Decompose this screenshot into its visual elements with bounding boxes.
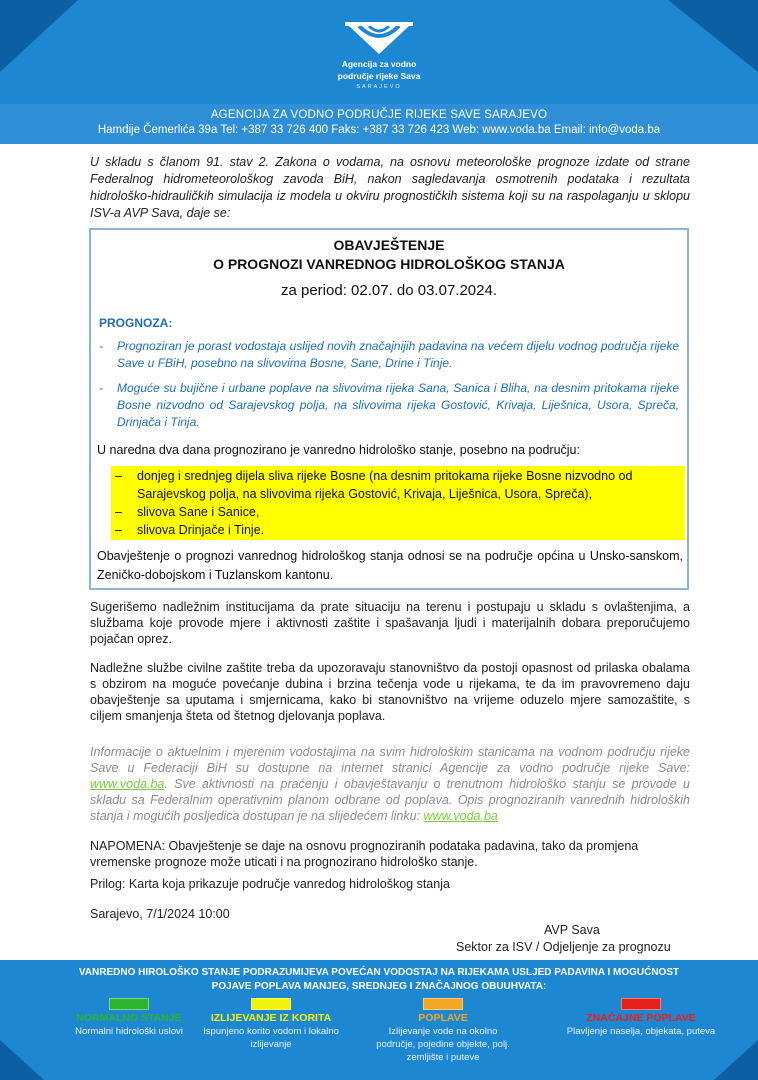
legend-description: Normalni hidrološki uslovi [75,1026,183,1037]
website-link[interactable]: www.voda.ba [90,777,165,791]
legend-item-major-floods [566,998,716,1038]
info-text: . Sve aktivnosti na praćenju i obavještavanju o trenutnom hidrološko stanju se provode u skladu sa Federalnim operativnim planom odbrane od poplava. Opis prognoziranih vanrednih hidroloških stanja i mogućih posljedica dostupan je na slijedećem linku: [90,777,690,823]
legend-swatch [621,998,661,1010]
notice-title-line2: O PROGNOZI VANREDNOG HIDROLOŠKOG STANJA [213,256,565,272]
bullet-dash: - [99,381,103,395]
area-item-text: donjeg i srednjeg dijela sliva rijeke Bosne (na desnim pritokama rijeke Bosne nizvodno od Sarajevskog polja, na slivovima rijeka Gostović, Krivaja, Liješnica, Usora, Spreča), [137,469,633,501]
forecast-bullet-text: Moguće su bujične i urbane poplave na slivovima rijeka Sana, Sanica i Bliha, na desnim pritokama rijeke Bosne nizvodno od Sarajevskog polja, na slivovima rijeka Gostović, Krivaja, Liješnica, Usora, Spreča, Drinjača i Tinja. [117,381,679,429]
scope-text [97,547,683,585]
signature-organization: AVP Sava [544,923,600,937]
intro-paragraph: U skladu s članom 91. stav 2. Zakona o vodama, na osnovu meteorološke prognoze izdate od strane Federalnog hidrometeorološkog zavoda BiH, nakon sagledavanja osmotrenih podataka i rezultata hidrološko-hidrauličkih simulacija iz modela u okviru prognostičkih sistema koji su na raspolaganju u sklopu ISV-a AVP Sava, daje se: [90,155,690,220]
area-item-text: slivova Sane i Sanice, [137,505,260,519]
forecast-bullet-text: Prognoziran je porast vodostaja uslijed novih značajnijih padavina na većem dijelu vodnog područja rijeke Save u FBiH, posebno na slivovima Bosne, Sane, Drine i Tinje. [117,339,679,370]
legend-item-floods [368,998,518,1064]
legend-swatch [423,998,463,1010]
area-dash: – [115,469,122,483]
highlighted-areas [111,466,685,540]
footer-corner-decoration [714,1040,758,1080]
bullet-dash: - [99,339,103,353]
page-header [0,0,758,104]
agency-name-line1: Agencija za vodno [341,59,417,69]
area-item [115,521,681,539]
agency-logo-icon [345,20,413,56]
agency-name [0,58,758,82]
legend-item-overflow [196,998,346,1051]
agency-contact: Hamdije Čemerlića 39a Tel: +387 33 726 400 Faks: +387 33 726 423 Web: www.voda.ba Email: info@voda.ba [97,124,661,136]
legend-description: Plavljenje naselja, objekata, puteva [566,1026,716,1037]
area-item [115,503,681,521]
agency-title: AGENCIJA ZA VODNO PODRUČJE RIJEKE SAVE SARAJEVO [210,109,548,121]
website-link[interactable]: www.voda.ba [423,809,498,823]
info-text: Informacije o aktuelnim i mjerenim vodostajima na svim hidrološkim stanicama na vodnom području rijeke Save u Federaciji BiH su dostupne na internet stranici Agencije za vodno područje rijeke Save: [90,745,690,775]
footer-corner-decoration [0,1040,44,1080]
notice-title-line1: OBAVJEŠTENJE [333,237,445,253]
forecast-label: PROGNOZA: [99,316,173,330]
area-item [115,467,681,503]
legend-item-normal [54,998,204,1038]
legend-label: ZNAČAJNE POPLAVE [586,1012,696,1024]
legend-label: NORMALNO STANJE [76,1012,182,1024]
agency-name-line2: područje rijeke Sava [337,71,421,81]
next-days-text: U naredna dva dana prognozirano je vanredno hidrološko stanje, posebno na području: [97,443,580,457]
legend-label: POPLAVE [418,1012,468,1024]
attachment-note: Prilog: Karta koja prikazuje područje vanredog hidrološkog stanja [90,877,450,891]
contact-bar [0,104,758,144]
agency-city: SARAJEVO [356,84,402,90]
issue-date: Sarajevo, 7/1/2024 10:00 [90,907,230,921]
legend-title: VANREDNO HIROLOŠKO STANJE PODRAZUMIJEVA POVEĆAN VODOSTAJ NA RIJEKAMA USLJED PADAVINA I MOGUĆNOST POJAVE POPLAVA MANJEG, SREDNJEG I ZNAČAJNOG OBUUHVATA: [78,967,680,992]
area-dash: – [115,505,122,519]
legend-description: Izlijevanje vode na okolno područje, pojedine objekte, polj. zemljište i puteve [376,1026,510,1063]
area-item-text: slivova Drinjače i Tinje. [137,523,265,537]
notice-box [89,228,689,590]
info-paragraph [90,744,690,824]
scope-text-regular: Obavještenje o prognozi vanrednog hidrološkog stanja odnosi se na područje općina [97,549,579,563]
signature-department: Sektor za ISV / Odjeljenje za prognozu [456,940,671,954]
scope-text-cantons: u Unsko-sanskom, Zeničko-dobojskom i Tuzlanskom kantonu. [97,549,684,582]
legend-description: Ispunjeno korito vodom i lokalno izlijevanje [203,1026,339,1050]
notice-period: za period: 02.07. do 03.07.2024. [280,282,497,299]
legend-label: IZLIJEVANJE IZ KORITA [210,1012,332,1024]
civil-protection-paragraph: Nadležne službe civilne zaštite treba da upozoravaju stanovništvo da postoji opasnost od prilaska obalama s obzirom na moguće povećanje dubina i brzina tečenja vode u rijekama, te da im pravovremeno daju obavještenje sa uputama i smjernicama, kako bi stanovništvo na vrijeme oduzelo mjere samozaštite, s ciljem smanjenja šteta od štetnog djelovanja poplava. [90,661,690,723]
area-dash: – [115,523,122,537]
legend-footer [0,960,758,1080]
legend-swatch [251,998,291,1010]
legend-swatch [109,998,149,1010]
forecast-bullet [99,380,679,431]
forecast-bullet [99,338,679,372]
recommendation-paragraph: Sugerišemo nadležnim institucijama da prate situaciju na terenu i postupaju u skladu s ovlaštenjima, a službama koje provode mjere i aktivnosti zaštite i spašavanja ljudi i materijalnih dobara preporučujemo pojačan oprez. [90,600,690,646]
note-paragraph: NAPOMENA: Obavještenje se daje na osnovu prognoziranih podataka padavina, tako da promjena vremenske prognoze može uticati i na prognozirano hidrološko stanje. [90,839,639,869]
notice-title [91,236,687,274]
